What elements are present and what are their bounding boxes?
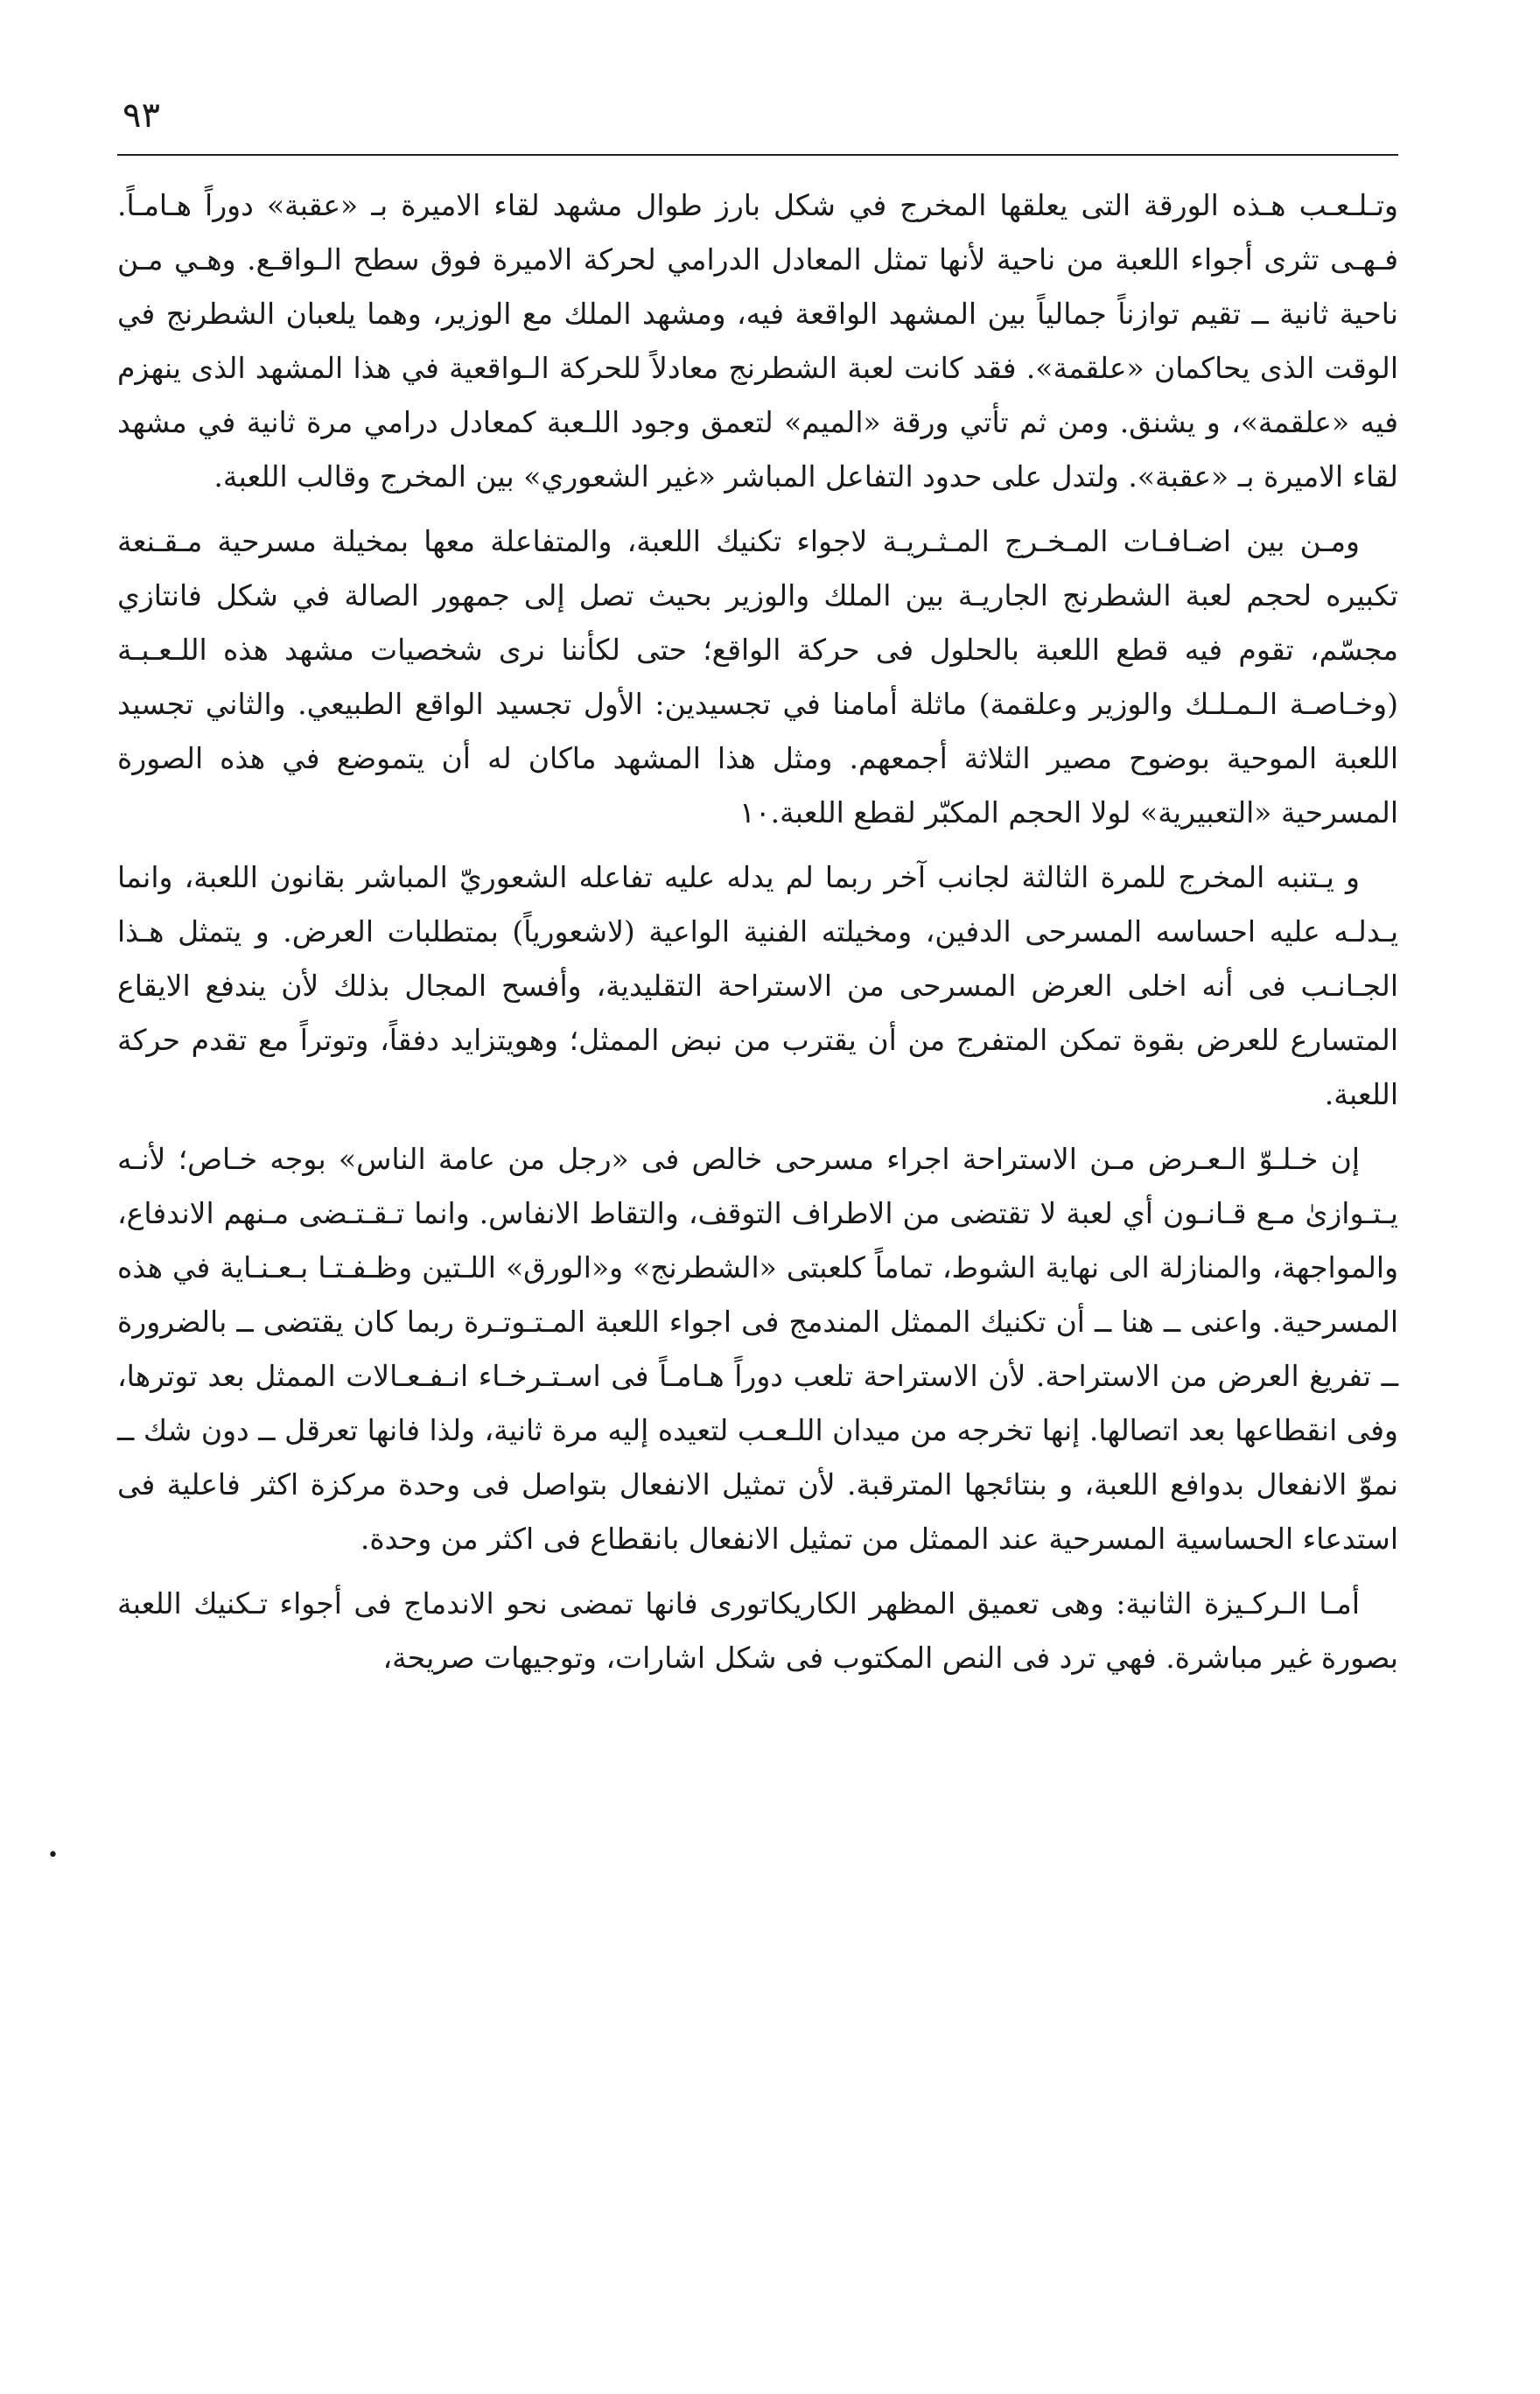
paragraph-3: و يـتنبه المخرج للمرة الثالثة لجانب آخر ربما لم يدله عليه تفاعله الشعوريّ المباشر بقانون اللعبة، وانما يـدلـه عليه احساسه المسرحى الدفين، ومخيلته الفنية الواعية (لاشعورياً) بمتطلبات العرض. و يتمثل هـذا الجـانـب فى أنه اخلى العرض المسرحى من الاستراحة التقليدية، وأفسح المجال بذلك لأن يندفع الايقاع المتسارع للعرض بقوة تمكن المتفرج من أن يقترب من نبض الممثل؛ وهويتزايد دفقاً، وتوتراً مع تقدم حركة اللعبة. xyxy=(117,860,1398,1111)
paragraph-1: وتـلـعـب هـذه الورقة التى يعلقها المخرج في شكل بارز طوال مشهد لقاء الاميرة بـ «عقبة» دوراً هـامـاً. فـهـى تثرى أجواء اللعبة من ناحية لأنها تمثل المعادل الدرامي لحركة الاميرة فوق سطح الـواقـع. وهـي مـن ناحية ثانية ــ تقيم توازناً جمالياً بين المشهد الواقعة فيه، ومشهد الملك مع الوزير، وهما يلعبان الشطرنج في الوقت الذى يحاكمان «علقمة». فقد كانت لعبة الشطرنج معادلاً للحركة الـواقعية في هذا المشهد الذى ينهزم فيه «علقمة»، و يشنق. ومن ثم تأتي ورقة «الميم» لتعمق وجود اللـعبة كمعادل درامي مرة ثانية في مشهد لقاء الاميرة بـ «عقبة». ولتدل على حدود التفاعل المباشر «غير الشعوري» بين المخرج وقالب اللعبة. xyxy=(117,188,1398,494)
header-rule xyxy=(117,154,1398,156)
body-text xyxy=(117,178,1398,1696)
margin-dot-mark: • xyxy=(47,1844,59,1866)
page-number: ٩٣ xyxy=(122,95,160,136)
paragraph-4: إن خـلـوّ الـعـرض مـن الاستراحة اجراء مسرحى خالص فى «رجل من عامة الناس» بوجه خـاص؛ لأنـه يـتـوازىٰ مـع قـانـون أي لعبة لا تقتضى من الاطراف التوقف، والتقاط الانفاس. وانما تـقـتـضى مـنهم الاندفاع، والمواجهة، والمنازلة الى نهاية الشوط، تماماً كلعبتى «الشطرنج» و«الورق» اللـتين وظـفـتـا بـعـنـاية في هذه المسرحية. واعنى ــ هنا ــ أن تكنيك الممثل المندمج فى اجواء اللعبة المـتـوتـرة ربما كان يقتضى ــ بالضرورة ــ تفريغ العرض من الاستراحة. لأن الاستراحة تلعب دوراً هـامـاً فى اسـتـرخـاء انـفـعـالات الممثل بعد توترها، وفى انقطاعها بعد اتصالها. إنها تخرجه من ميدان اللـعـب لتعيده إليه مرة ثانية، ولذا فانها تعرقل ــ دون شك ــ نموّ الانفعال بدوافع اللعبة، و بنتائجها المترقبة. لأن تمثيل الانفعال بتواصل فى وحدة مركزة اكثر فاعلية فى استدعاء الحساسية المسرحية عند الممثل من تمثيل الانفعال بانقطاع فى اكثر من وحدة. xyxy=(117,1142,1398,1556)
paragraph-2: ومـن بين اضـافـات المـخـرج المـثـريـة لاجواء تكنيك اللعبة، والمتفاعلة معها بمخيلة مسرحية مـقـنعة تكبيره لحجم لعبة الشطرنج الجاريـة بين الملك والوزير بحيث تصل إلى جمهور الصالة في شكل فانتازي مجسّم، تقوم فيه قطع اللعبة بالحلول فى حركة الواقع؛ حتى لكأننا نرى شخصيات مشهد هذه اللـعـبـة (وخـاصـة الـمـلـك والوزير وعلقمة) ماثلة أمامنا في تجسيدين: الأول تجسيد الواقع الطبيعي. والثاني تجسيد اللعبة الموحية بوضوح مصير الثلاثة أجمعهم. ومثل هذا المشهد ماكان له أن يتموضع في هذه الصورة المسرحية «التعبيرية» لولا الحجم المكبّر لقطع اللعبة.١٠ xyxy=(117,524,1398,830)
paragraph-5: أمـا الـركـيزة الثانية: وهى تعميق المظهر الكاريكاتورى فانها تمضى نحو الاندماج فى أجواء تـكنيك اللعبة بصورة غير مباشرة. فهي ترد فى النص المكتوب فى شكل اشارات، وتوجيهات صريحة، xyxy=(117,1586,1398,1675)
